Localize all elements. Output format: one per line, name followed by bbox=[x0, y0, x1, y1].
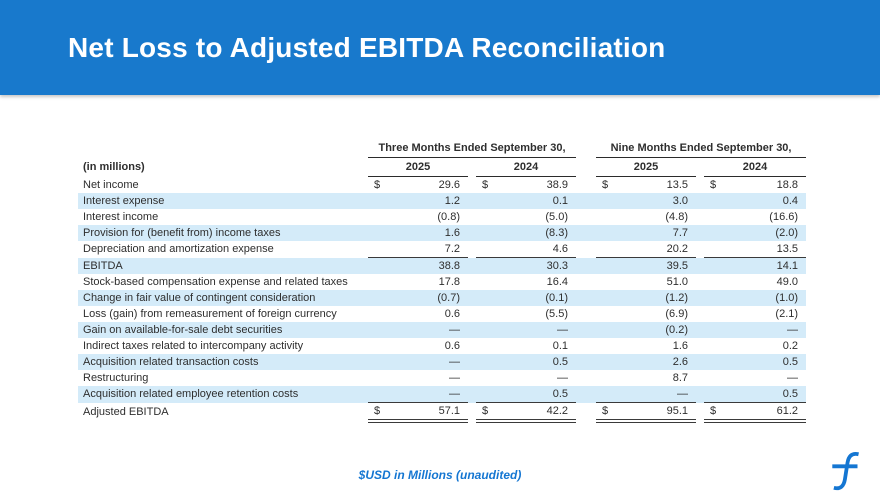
value: — bbox=[557, 372, 569, 384]
page-title: Net Loss to Adjusted EBITDA Reconciliation bbox=[68, 31, 666, 63]
column-gap bbox=[468, 225, 476, 241]
column-gap bbox=[576, 290, 596, 306]
value: (1.2) bbox=[665, 292, 689, 304]
value-cell bbox=[596, 290, 696, 306]
column-gap bbox=[468, 306, 476, 322]
column-gap bbox=[576, 338, 596, 354]
value: (2.0) bbox=[775, 227, 799, 239]
currency-symbol: $ bbox=[602, 405, 609, 417]
table-row bbox=[78, 209, 806, 225]
table-row bbox=[78, 258, 806, 275]
value-cell bbox=[368, 306, 468, 322]
row-label: Restructuring bbox=[83, 372, 149, 384]
table-row bbox=[78, 338, 806, 354]
value-cell bbox=[368, 338, 468, 354]
value-cell bbox=[476, 322, 576, 338]
value-cell bbox=[596, 403, 696, 422]
column-gap bbox=[696, 274, 704, 290]
value-cell bbox=[704, 225, 806, 241]
value-cell bbox=[368, 193, 468, 209]
value: 7.2 bbox=[444, 243, 460, 255]
value-cell bbox=[596, 306, 696, 322]
column-gap bbox=[576, 225, 596, 241]
column-gap bbox=[696, 209, 704, 225]
table-row bbox=[78, 306, 806, 322]
value-cell bbox=[704, 322, 806, 338]
value: (1.0) bbox=[775, 292, 799, 304]
value: — bbox=[677, 388, 689, 400]
value-cell bbox=[596, 338, 696, 354]
column-gap bbox=[576, 306, 596, 322]
row-label: Net income bbox=[83, 178, 139, 191]
value-cell bbox=[476, 386, 576, 403]
value-cell bbox=[368, 241, 468, 258]
table-row bbox=[78, 354, 806, 370]
value-cell bbox=[476, 225, 576, 241]
row-label: Adjusted EBITDA bbox=[83, 405, 169, 418]
column-gap bbox=[576, 209, 596, 225]
value: 16.4 bbox=[546, 276, 569, 288]
value: 7.7 bbox=[672, 227, 689, 239]
column-gap bbox=[468, 370, 476, 386]
value-cell bbox=[476, 354, 576, 370]
value: — bbox=[787, 372, 799, 384]
column-gap bbox=[696, 177, 704, 194]
column-gap bbox=[468, 322, 476, 338]
column-gap bbox=[468, 290, 476, 306]
value: 0.1 bbox=[552, 195, 569, 207]
table-row bbox=[78, 177, 806, 194]
value-cell bbox=[368, 177, 468, 194]
column-gap bbox=[576, 258, 596, 275]
value: 1.2 bbox=[444, 195, 460, 207]
value: 4.6 bbox=[552, 243, 569, 255]
column-gap bbox=[576, 370, 596, 386]
value: — bbox=[557, 324, 569, 336]
column-gap bbox=[468, 403, 476, 422]
value-cell bbox=[704, 193, 806, 209]
value-cell bbox=[368, 274, 468, 290]
value-cell bbox=[596, 225, 696, 241]
column-gap bbox=[696, 322, 704, 338]
column-gap bbox=[696, 354, 704, 370]
currency-symbol: $ bbox=[710, 179, 717, 191]
value: 0.5 bbox=[552, 388, 569, 400]
year-header: 2025 bbox=[596, 158, 696, 177]
column-gap bbox=[576, 274, 596, 290]
spacer-cell bbox=[78, 139, 368, 158]
column-gap bbox=[468, 258, 476, 275]
table-body bbox=[78, 177, 806, 422]
value-cell bbox=[476, 209, 576, 225]
column-gap bbox=[468, 193, 476, 209]
column-gap bbox=[468, 354, 476, 370]
column-gap bbox=[576, 403, 596, 422]
year-header: 2025 bbox=[368, 158, 468, 177]
value-cell bbox=[596, 241, 696, 258]
column-gap bbox=[468, 241, 476, 258]
row-label: Change in fair value of contingent consideration bbox=[83, 292, 316, 304]
value-cell bbox=[596, 386, 696, 403]
table-row bbox=[78, 370, 806, 386]
value-cell bbox=[704, 274, 806, 290]
value: (0.1) bbox=[545, 292, 569, 304]
value-cell bbox=[704, 338, 806, 354]
value-cell bbox=[704, 403, 806, 422]
footer-note: $USD in Millions (unaudited) bbox=[358, 468, 522, 482]
currency-symbol: $ bbox=[374, 179, 381, 191]
value: 49.0 bbox=[776, 276, 799, 288]
value: 42.2 bbox=[546, 405, 569, 417]
value: 61.2 bbox=[776, 405, 799, 417]
currency-symbol: $ bbox=[482, 179, 489, 191]
row-label: Indirect taxes related to intercompany activity bbox=[83, 340, 304, 352]
value: 14.1 bbox=[776, 260, 799, 272]
value: 38.9 bbox=[546, 179, 569, 191]
column-gap bbox=[696, 241, 704, 258]
column-gap bbox=[696, 290, 704, 306]
value: 0.5 bbox=[552, 356, 569, 368]
value-cell bbox=[596, 370, 696, 386]
value: (0.8) bbox=[437, 211, 460, 223]
column-gap bbox=[468, 158, 476, 177]
value-cell bbox=[596, 322, 696, 338]
value-cell bbox=[596, 209, 696, 225]
value-cell bbox=[596, 274, 696, 290]
row-label: EBITDA bbox=[83, 259, 123, 272]
value-cell bbox=[704, 209, 806, 225]
value-cell bbox=[476, 193, 576, 209]
value: (0.7) bbox=[437, 292, 460, 304]
currency-symbol: $ bbox=[710, 405, 717, 417]
column-gap bbox=[696, 258, 704, 275]
value: 39.5 bbox=[666, 260, 689, 272]
value-cell bbox=[476, 370, 576, 386]
table-row bbox=[78, 386, 806, 403]
value-cell bbox=[476, 306, 576, 322]
column-gap bbox=[576, 386, 596, 403]
value: 51.0 bbox=[666, 276, 689, 288]
in-millions-label: (in millions) bbox=[83, 161, 145, 173]
column-gap bbox=[696, 403, 704, 422]
value: 95.1 bbox=[666, 405, 689, 417]
reconciliation-table bbox=[78, 139, 806, 423]
row-label: Provision for (benefit from) income taxes bbox=[83, 227, 281, 239]
value: 13.5 bbox=[776, 243, 799, 255]
value: 8.7 bbox=[672, 372, 689, 384]
value: (5.5) bbox=[545, 308, 569, 320]
value: 0.5 bbox=[782, 388, 799, 400]
value: 0.6 bbox=[444, 308, 460, 320]
row-label: Depreciation and amortization expense bbox=[83, 243, 274, 256]
value-cell bbox=[476, 403, 576, 422]
value: 29.6 bbox=[438, 179, 460, 191]
value-cell bbox=[368, 258, 468, 275]
table-row bbox=[78, 274, 806, 290]
f-logo-icon bbox=[830, 449, 864, 491]
value: (16.6) bbox=[769, 211, 799, 223]
column-gap bbox=[576, 322, 596, 338]
value-cell bbox=[368, 386, 468, 403]
value-cell bbox=[704, 354, 806, 370]
value: 0.2 bbox=[782, 340, 799, 352]
value-cell bbox=[368, 225, 468, 241]
value-cell bbox=[476, 258, 576, 275]
value-cell bbox=[368, 209, 468, 225]
table-row bbox=[78, 322, 806, 338]
row-label: Gain on available-for-sale debt securities bbox=[83, 324, 283, 336]
value-cell bbox=[704, 258, 806, 275]
value-cell bbox=[476, 338, 576, 354]
column-gap bbox=[576, 139, 596, 158]
value: — bbox=[449, 372, 460, 384]
value: 1.6 bbox=[444, 227, 460, 239]
column-gap bbox=[696, 386, 704, 403]
currency-symbol: $ bbox=[482, 405, 489, 417]
value: 17.8 bbox=[438, 276, 460, 288]
value-cell bbox=[704, 241, 806, 258]
currency-symbol: $ bbox=[602, 179, 609, 191]
value: 57.1 bbox=[438, 405, 460, 417]
value-cell bbox=[368, 354, 468, 370]
value: (8.3) bbox=[545, 227, 569, 239]
value: (4.8) bbox=[665, 211, 689, 223]
value-cell bbox=[704, 306, 806, 322]
column-gap bbox=[696, 225, 704, 241]
value-cell bbox=[476, 177, 576, 194]
value-cell bbox=[368, 322, 468, 338]
table-row bbox=[78, 290, 806, 306]
value-cell bbox=[704, 290, 806, 306]
value: — bbox=[449, 388, 460, 400]
period-group-header: Three Months Ended September 30, bbox=[368, 139, 576, 158]
value-cell bbox=[704, 370, 806, 386]
column-gap bbox=[576, 193, 596, 209]
column-gap bbox=[696, 338, 704, 354]
value-cell bbox=[596, 193, 696, 209]
value-cell bbox=[596, 354, 696, 370]
value-cell bbox=[476, 290, 576, 306]
year-header-row bbox=[78, 158, 806, 177]
year-header: 2024 bbox=[476, 158, 576, 177]
column-gap bbox=[468, 177, 476, 194]
value: 38.8 bbox=[438, 260, 460, 272]
value: 2.6 bbox=[672, 356, 689, 368]
column-gap bbox=[468, 386, 476, 403]
value: (2.1) bbox=[775, 308, 799, 320]
column-gap bbox=[696, 306, 704, 322]
table-row bbox=[78, 193, 806, 209]
value-cell bbox=[368, 403, 468, 422]
value: 20.2 bbox=[666, 243, 689, 255]
value: (5.0) bbox=[545, 211, 569, 223]
value: — bbox=[449, 324, 460, 336]
column-gap bbox=[696, 193, 704, 209]
value-cell bbox=[476, 274, 576, 290]
column-gap bbox=[576, 177, 596, 194]
period-group-header-row bbox=[78, 139, 806, 158]
year-header: 2024 bbox=[704, 158, 806, 177]
column-gap bbox=[696, 370, 704, 386]
row-label: Acquisition related transaction costs bbox=[83, 356, 259, 368]
value-cell bbox=[596, 177, 696, 194]
row-label: Acquisition related employee retention costs bbox=[83, 388, 299, 401]
column-gap bbox=[576, 158, 596, 177]
currency-symbol: $ bbox=[374, 405, 381, 417]
value: 30.3 bbox=[546, 260, 569, 272]
period-group-header: Nine Months Ended September 30, bbox=[596, 139, 806, 158]
value-cell bbox=[368, 370, 468, 386]
column-gap bbox=[696, 158, 704, 177]
value: 0.6 bbox=[444, 340, 460, 352]
table-row bbox=[78, 241, 806, 258]
column-gap bbox=[468, 209, 476, 225]
title-banner bbox=[0, 0, 880, 95]
row-label: Loss (gain) from remeasurement of foreign currency bbox=[83, 308, 337, 320]
value: — bbox=[787, 324, 799, 336]
value: 0.5 bbox=[782, 356, 799, 368]
value-cell bbox=[596, 258, 696, 275]
value: (0.2) bbox=[665, 324, 689, 336]
value: 3.0 bbox=[672, 195, 689, 207]
value: — bbox=[449, 356, 460, 368]
value: (6.9) bbox=[665, 308, 689, 320]
table-row bbox=[78, 225, 806, 241]
value: 0.4 bbox=[782, 195, 799, 207]
row-label: Stock-based compensation expense and related taxes bbox=[83, 276, 348, 288]
value: 1.6 bbox=[672, 340, 689, 352]
column-gap bbox=[576, 241, 596, 258]
value-cell bbox=[476, 241, 576, 258]
value: 18.8 bbox=[776, 179, 799, 191]
column-gap bbox=[468, 274, 476, 290]
row-label: Interest income bbox=[83, 211, 159, 223]
table-row bbox=[78, 403, 806, 422]
value-cell bbox=[368, 290, 468, 306]
column-gap bbox=[468, 338, 476, 354]
value-cell bbox=[704, 177, 806, 194]
row-label: Interest expense bbox=[83, 195, 165, 207]
column-gap bbox=[576, 354, 596, 370]
value: 13.5 bbox=[666, 179, 689, 191]
value-cell bbox=[704, 386, 806, 403]
value: 0.1 bbox=[552, 340, 569, 352]
